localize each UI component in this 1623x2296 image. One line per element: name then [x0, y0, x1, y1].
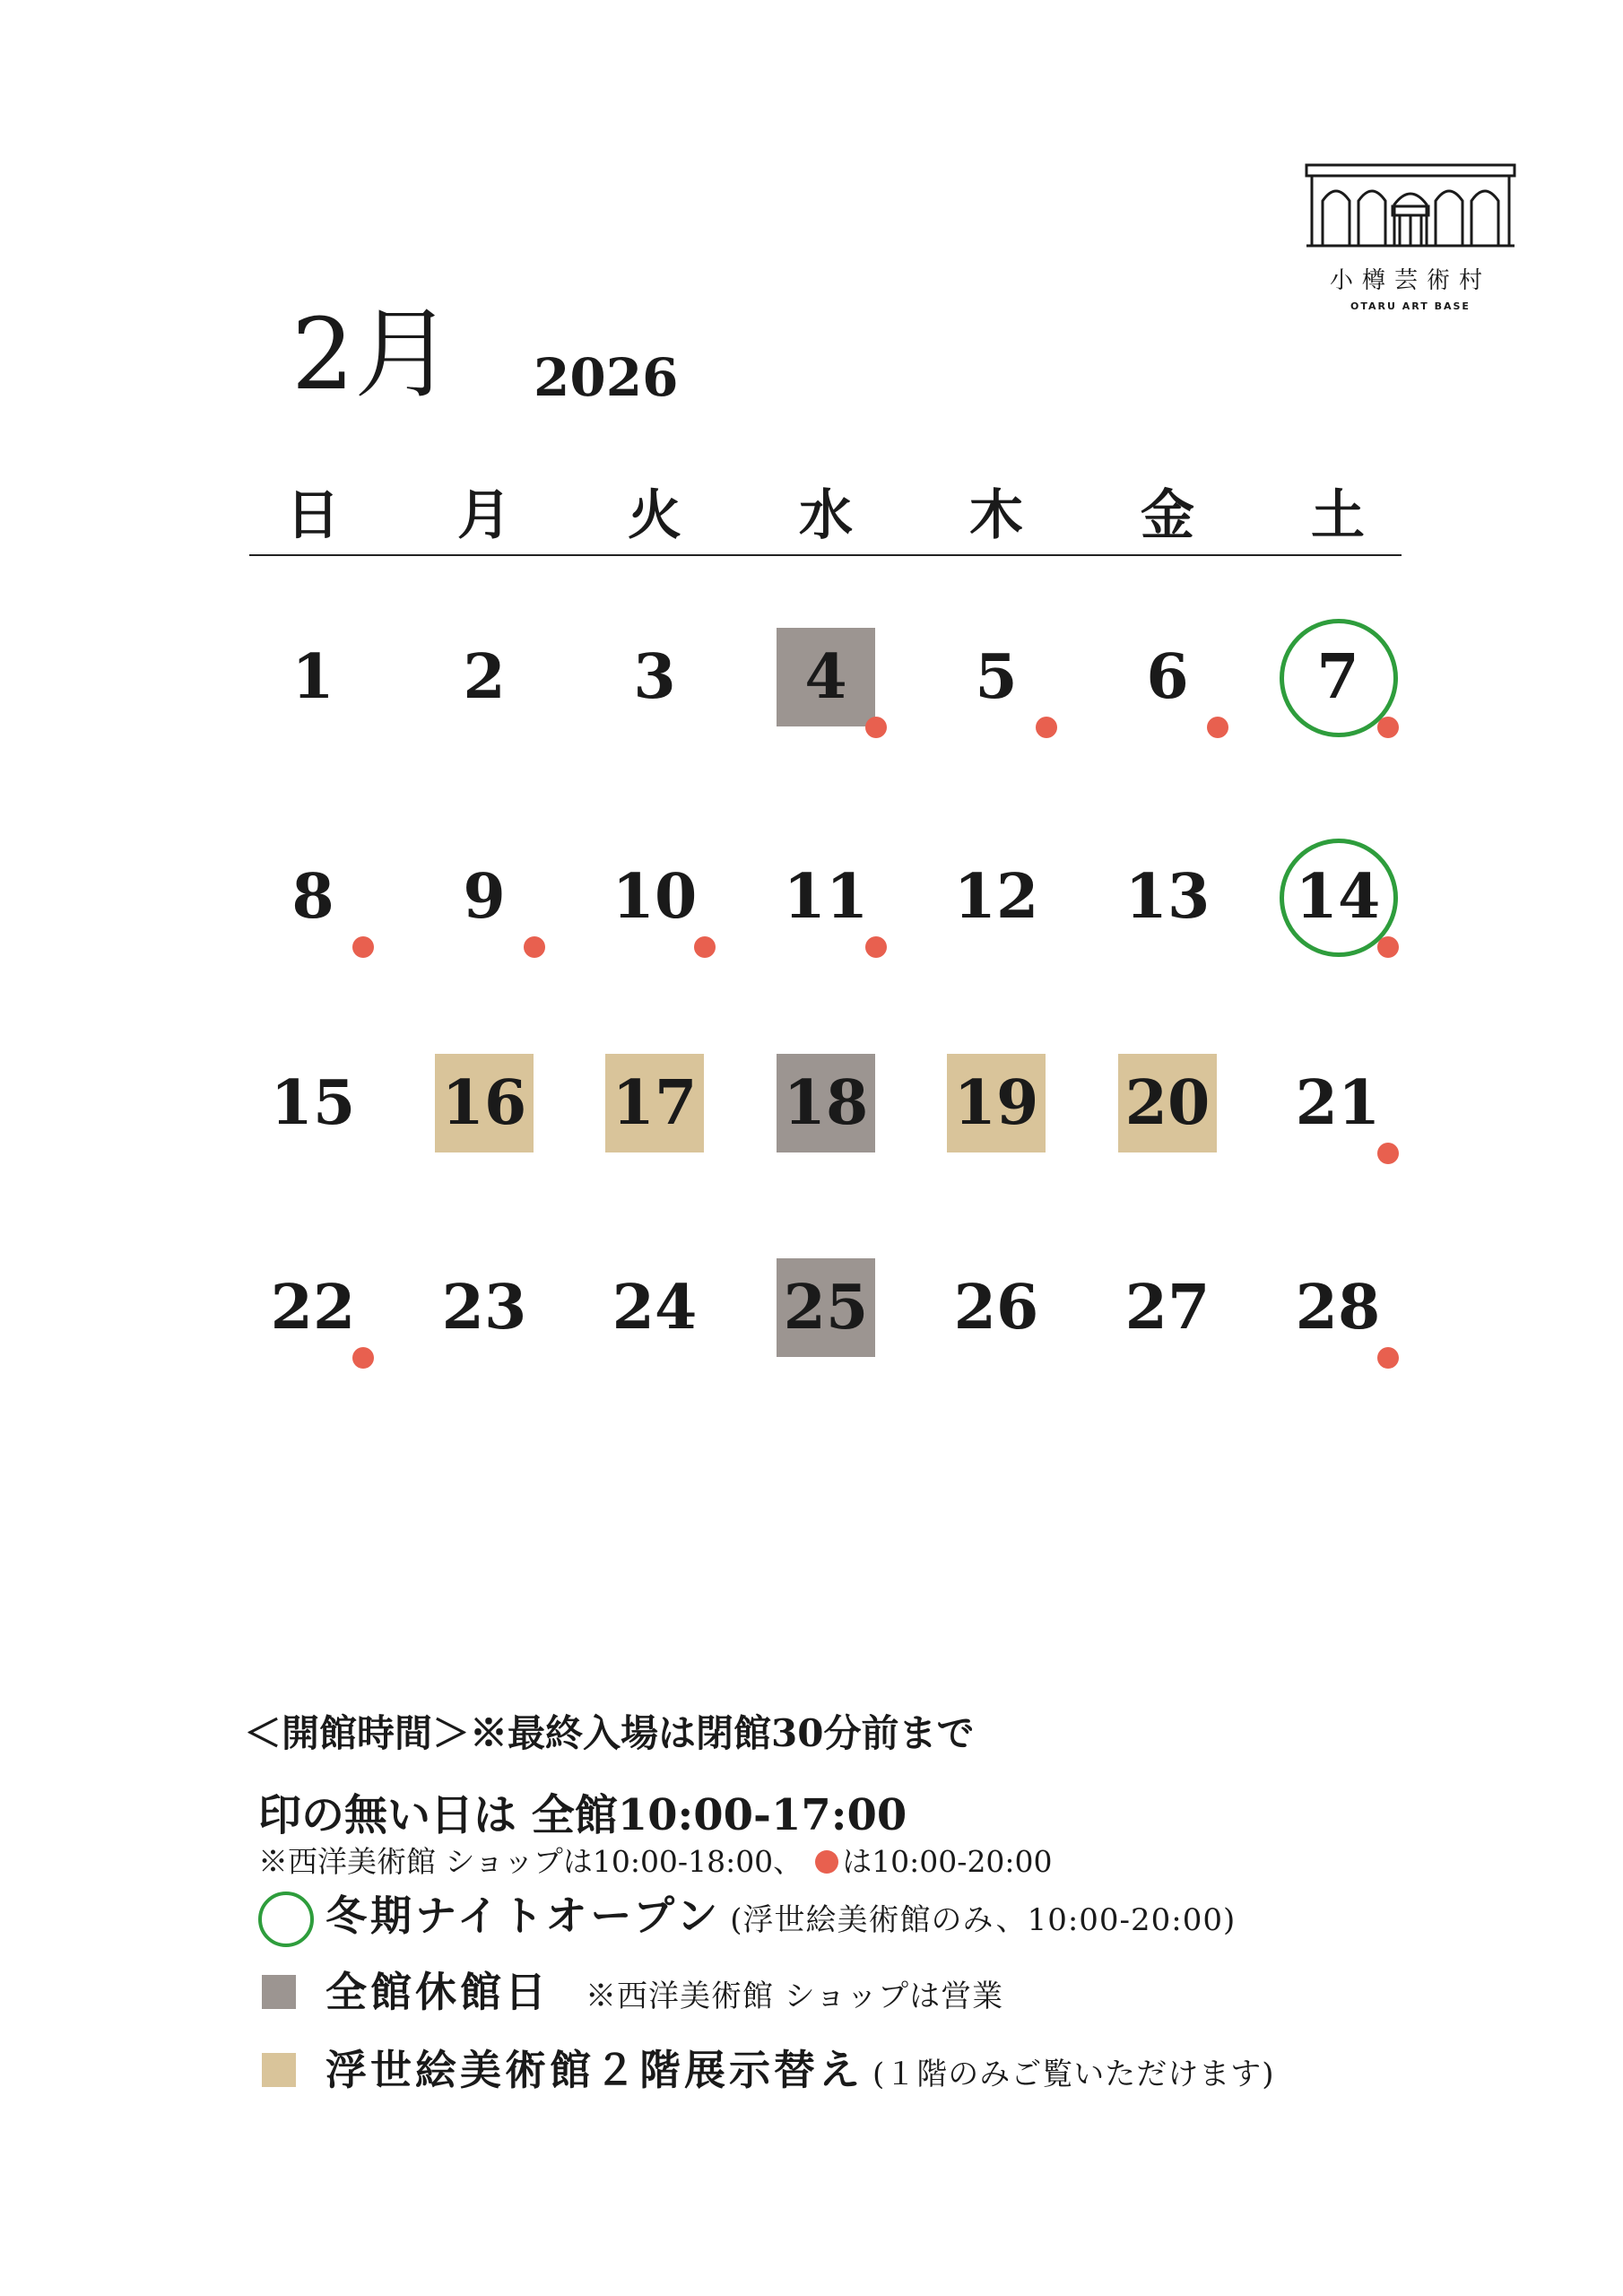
- extended-hours-dot-icon: [352, 1347, 374, 1369]
- extended-hours-dot-icon: [1036, 717, 1057, 738]
- closed-label: 全館休館日: [325, 1968, 550, 2016]
- day-number: 13: [1124, 861, 1211, 933]
- calendar-day: [223, 1218, 403, 1397]
- day-number: 17: [612, 1067, 698, 1139]
- calendar-day: [395, 587, 574, 767]
- calendar-day: [565, 1218, 744, 1397]
- extended-hours-dot-icon: [1207, 717, 1228, 738]
- day-number: 4: [804, 641, 847, 713]
- extended-hours-dot-icon: [1377, 1347, 1399, 1369]
- year-title: 2026: [534, 347, 679, 408]
- day-number: 8: [291, 861, 334, 933]
- hours-note-suffix: は10:00-20:00: [842, 1844, 1053, 1879]
- calendar-day: [565, 1013, 744, 1193]
- calendar-day: [1078, 1218, 1257, 1397]
- weekday-header: [256, 480, 1403, 552]
- extended-hours-dot-icon: [865, 717, 887, 738]
- day-number: 1: [291, 641, 334, 713]
- legend-title: ＜開館時間＞※最終入場は閉館30分前まで: [244, 1711, 975, 1755]
- calendar-day: [1078, 587, 1257, 767]
- calendar-day: [565, 807, 744, 987]
- calendar-day: [736, 587, 916, 767]
- day-number: 11: [783, 861, 869, 933]
- day-number: 25: [783, 1272, 869, 1344]
- day-number: 24: [612, 1272, 698, 1344]
- day-number: 27: [1124, 1272, 1211, 1344]
- calendar-day: [907, 587, 1086, 767]
- extended-hours-dot-icon: [1377, 1143, 1399, 1164]
- day-number: 18: [783, 1067, 869, 1139]
- day-number: 10: [612, 861, 698, 933]
- day-number: 9: [463, 861, 506, 933]
- exhibit-label: 浮世絵美術館２階展示替え: [325, 2046, 864, 2094]
- calendar-day: [395, 1218, 574, 1397]
- closed-note: ※西洋美術館 ショップは営業: [586, 1979, 1004, 2014]
- calendar-day: [907, 1218, 1086, 1397]
- day-number: 19: [953, 1067, 1039, 1139]
- calendar-day: [1248, 587, 1428, 767]
- calendar-day: [736, 807, 916, 987]
- calendar-day: [1248, 1218, 1428, 1397]
- logo-name-jp: 小樽芸術村: [1329, 267, 1491, 294]
- night-open-label: 冬期ナイトオープン: [325, 1892, 722, 1940]
- logo-name-en: OTARU ART BASE: [1350, 300, 1471, 312]
- calendar-day: [1078, 1013, 1257, 1193]
- weekday-label: 日: [286, 484, 340, 547]
- weekday-label: 木: [969, 484, 1023, 547]
- hours-main: 印の無い日は 全館10:00-17:00: [258, 1790, 907, 1840]
- calendar-day: [736, 1218, 916, 1397]
- day-number: 26: [953, 1272, 1039, 1344]
- extended-hours-dot-icon: [694, 936, 716, 958]
- day-number: 14: [1295, 861, 1381, 933]
- calendar-day: [223, 1013, 403, 1193]
- night-open-note: (浮世絵美術館のみ、10:00-20:00): [730, 1902, 1237, 1938]
- day-number: 16: [441, 1067, 527, 1139]
- day-number: 7: [1316, 641, 1359, 713]
- calendar-day: [1248, 807, 1428, 987]
- calendar-day: [223, 807, 403, 987]
- day-number: 20: [1124, 1067, 1211, 1139]
- extended-hours-dot-icon: [352, 936, 374, 958]
- logo: [1298, 161, 1523, 312]
- museum-building-icon: [1303, 161, 1518, 251]
- day-number: 22: [270, 1272, 356, 1344]
- weekday-label: 火: [628, 484, 681, 547]
- day-number: 15: [270, 1067, 356, 1139]
- day-number: 2: [463, 641, 506, 713]
- day-number: 12: [953, 861, 1039, 933]
- weekday-label: 土: [1311, 484, 1365, 547]
- calendar-day: [1248, 1013, 1428, 1193]
- calendar-day: [1078, 807, 1257, 987]
- day-number: 21: [1295, 1067, 1381, 1139]
- weekday-label: 月: [457, 484, 511, 547]
- red-dot-icon: [815, 1850, 838, 1874]
- calendar-day: [395, 807, 574, 987]
- calendar-day: [223, 587, 403, 767]
- calendar-day: [907, 1013, 1086, 1193]
- day-number: 3: [633, 641, 676, 713]
- calendar-day: [736, 1013, 916, 1193]
- day-number: 28: [1295, 1272, 1381, 1344]
- gray-square-icon: [262, 1975, 296, 2009]
- day-number: 23: [441, 1272, 527, 1344]
- calendar-day: [395, 1013, 574, 1193]
- day-number: 6: [1146, 641, 1189, 713]
- extended-hours-dot-icon: [1377, 717, 1399, 738]
- extended-hours-dot-icon: [524, 936, 545, 958]
- exhibit-note: (１階のみご覧いただけます): [872, 2057, 1275, 2092]
- hours-note: [258, 1839, 1053, 1881]
- day-number: 5: [975, 641, 1018, 713]
- extended-hours-dot-icon: [1377, 936, 1399, 958]
- calendar-day: [907, 807, 1086, 987]
- tan-square-icon: [262, 2053, 296, 2087]
- weekday-label: 水: [799, 484, 853, 547]
- calendar-day: [565, 587, 744, 767]
- header-divider: [249, 554, 1402, 556]
- extended-hours-dot-icon: [865, 936, 887, 958]
- month-title: 2月: [291, 297, 453, 412]
- green-circle-icon: [258, 1892, 314, 1947]
- weekday-label: 金: [1141, 484, 1194, 547]
- hours-note-prefix: ※西洋美術館 ショップは10:00-18:00、: [258, 1844, 803, 1879]
